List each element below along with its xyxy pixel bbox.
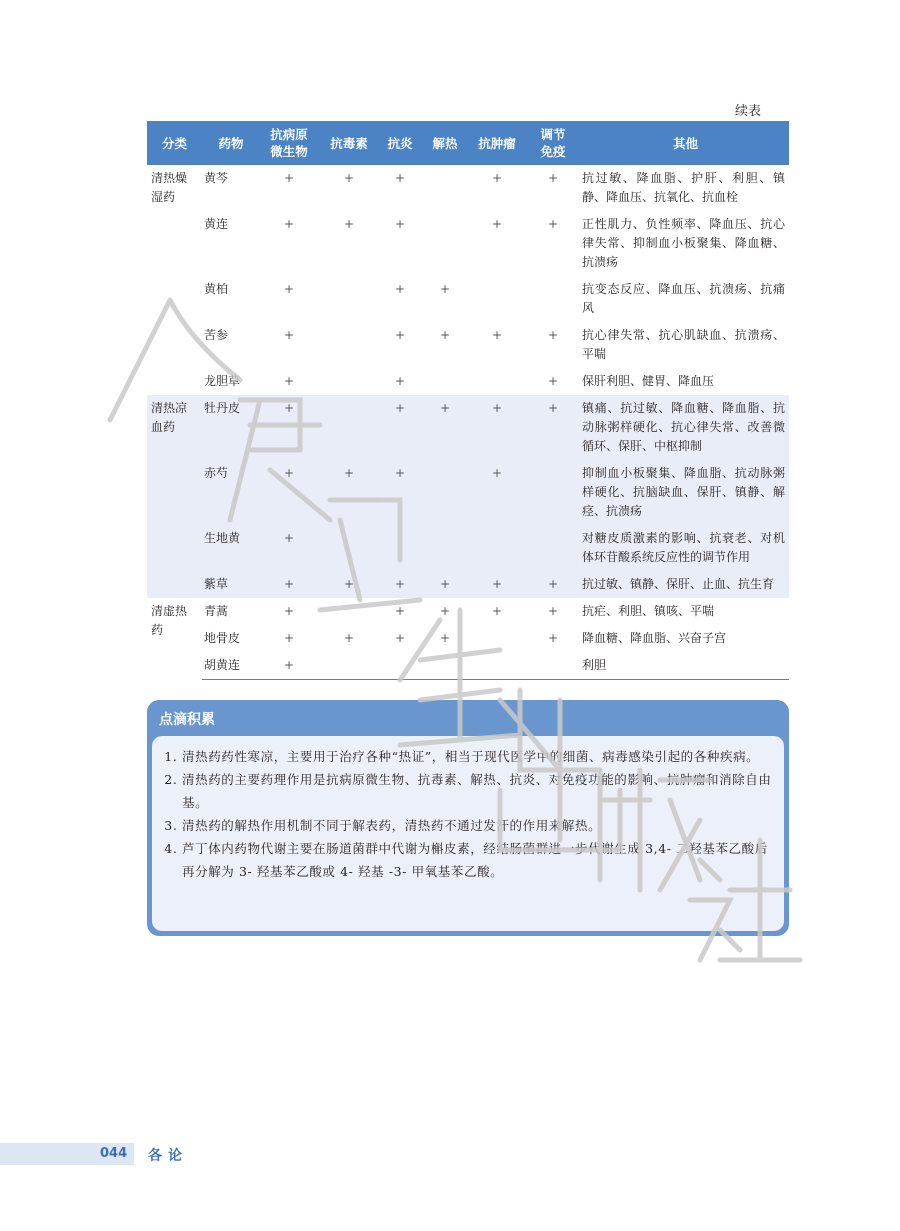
page-number: 044: [100, 1146, 128, 1161]
notes-title: 点滴积累: [159, 712, 215, 728]
header-antimicrobial: 抗病原微生物: [260, 121, 318, 165]
mark-antitoxin: [318, 395, 380, 460]
header-antipyretic: 解热: [420, 121, 470, 165]
header-antitumor: 抗肿瘤: [470, 121, 524, 165]
mark-antitumor: [470, 368, 524, 395]
mark-antipyretic: +: [439, 328, 451, 342]
mark-immune: +: [547, 401, 559, 415]
mark-antitumor: +: [491, 171, 503, 185]
other-effects-cell: 利胆: [582, 652, 789, 680]
mark-immune: +: [547, 577, 559, 591]
other-effects-cell: 降血糖、降血脂、兴奋子宫: [582, 631, 727, 645]
mark-antipyretic: [420, 211, 470, 276]
table-row: [147, 460, 789, 525]
mark-antitumor: +: [491, 328, 503, 342]
drug-cell: 生地黄: [204, 531, 241, 545]
mark-antipyretic: +: [439, 401, 451, 415]
drug-cell: 牡丹皮: [204, 401, 241, 415]
table-row: [147, 322, 789, 368]
mark-antitoxin: [318, 368, 380, 395]
mark-antipyretic: [420, 652, 470, 680]
mark-antitumor: +: [491, 401, 503, 415]
table-row: [147, 395, 789, 460]
mark-immune: [524, 460, 582, 525]
mark-antipyretic: [420, 368, 470, 395]
other-effects-cell: 抑制血小板聚集、降血脂、抗动脉粥样硬化、抗脑缺血、保肝、镇静、解痉、抗溃疡: [582, 466, 785, 518]
mark-antitoxin: +: [343, 466, 355, 480]
other-effects-cell: 抗过敏、降血脂、护肝、利胆、镇静、降血压、抗氧化、抗血栓: [582, 171, 785, 204]
drug-cell: 黄柏: [204, 282, 229, 296]
table-row: [147, 165, 789, 211]
notes-box: [147, 700, 789, 936]
other-effects-cell: 对糖皮质激素的影响、抗衰老、对机体环苷酸系统反应性的调节作用: [582, 531, 785, 564]
mark-antitumor: +: [491, 577, 503, 591]
notes-body: [152, 736, 784, 931]
mark-antitumor: +: [491, 604, 503, 618]
table-row: [147, 276, 789, 322]
mark-antiinflammatory: +: [394, 217, 406, 231]
header-immune: 调节免疫: [524, 121, 582, 165]
drug-cell: 紫草: [204, 577, 229, 591]
mark-antimicrobial: +: [283, 604, 295, 618]
other-effects-cell: 镇痛、抗过敏、降血糖、降血脂、抗动脉粥样硬化、抗心律失常、改善微循环、保肝、中枢抑制: [582, 401, 785, 453]
continued-label: 续表: [735, 104, 762, 119]
mark-antimicrobial: +: [283, 282, 295, 296]
mark-antitumor: [470, 276, 524, 322]
mark-antiinflammatory: [380, 652, 420, 680]
mark-antimicrobial: +: [283, 466, 295, 480]
mark-antiinflammatory: +: [394, 577, 406, 591]
notes-list: [152, 736, 784, 883]
other-effects-cell: 保肝利胆、健胃、降血压: [582, 374, 715, 388]
note-item: 1. 清热药药性寒凉，主要用于治疗各种“热证”，相当于现代医学中的细菌、病毒感染引起的各种疾病。: [182, 745, 772, 768]
mark-antiinflammatory: +: [394, 171, 406, 185]
other-effects-cell: 抗变态反应、降血压、抗溃疡、抗痛风: [582, 282, 785, 315]
mark-antiinflammatory: +: [394, 328, 406, 342]
group-blood-cooling: [147, 395, 789, 598]
mark-immune: [524, 276, 582, 322]
table-row: [147, 211, 789, 276]
table-row: [147, 525, 789, 571]
table-row: [147, 571, 789, 598]
mark-antimicrobial: +: [283, 328, 295, 342]
mark-immune: +: [547, 171, 559, 185]
mark-antitoxin: +: [343, 171, 355, 185]
other-effects-cell: 抗心律失常、抗心肌缺血、抗溃疡、平喘: [582, 328, 785, 361]
note-item: 2. 清热药的主要药理作用是抗病原微生物、抗毒素、解热、抗炎、对免疫功能的影响、抗肿瘤和消除自由基。: [182, 768, 772, 814]
section-name: 各论: [148, 1148, 188, 1164]
mark-antiinflammatory: +: [394, 282, 406, 296]
mark-antitoxin: +: [343, 631, 355, 645]
mark-antipyretic: +: [439, 577, 451, 591]
mark-antimicrobial: +: [283, 401, 295, 415]
other-effects-cell: 抗疟、利胆、镇咳、平喘: [582, 604, 715, 618]
mark-antitumor: [470, 525, 524, 571]
drug-cell: 胡黄连: [202, 652, 260, 680]
mark-immune: +: [547, 374, 559, 388]
mark-antitumor: +: [491, 466, 503, 480]
mark-antitumor: [470, 625, 524, 652]
mark-immune: +: [547, 631, 559, 645]
mark-immune: +: [547, 217, 559, 231]
drug-cell: 苦参: [204, 328, 229, 342]
category-cell: 清热凉血药: [151, 401, 188, 434]
header-other: 其他: [582, 121, 789, 165]
mark-antipyretic: [420, 525, 470, 571]
mark-antimicrobial: +: [283, 171, 295, 185]
mark-antiinflammatory: +: [394, 374, 406, 388]
mark-antimicrobial: +: [283, 631, 295, 645]
mark-antimicrobial: +: [283, 577, 295, 591]
mark-antiinflammatory: +: [394, 466, 406, 480]
mark-antitoxin: [318, 652, 380, 680]
drug-cell: 赤芍: [204, 466, 229, 480]
table-row: [147, 625, 789, 652]
mark-antimicrobial: +: [283, 531, 295, 545]
mark-antipyretic: [420, 460, 470, 525]
drug-cell: 青蒿: [204, 604, 229, 618]
table-header-row: [147, 121, 789, 165]
header-antiinflammatory: 抗炎: [380, 121, 420, 165]
header-category: 分类: [147, 121, 202, 165]
group-dampness: [147, 165, 789, 395]
category-cell: 清虚热药: [151, 604, 188, 637]
note-item: 4. 芦丁体内药物代谢主要在肠道菌群中代谢为槲皮素，经结肠菌群进一步代谢生成 3,4- 二羟基苯乙酸后再分解为 3- 羟基苯乙酸或 4- 羟基 -3- 甲氧基苯乙酸。: [182, 837, 772, 883]
pharmacology-table: [147, 121, 789, 680]
category-cell: 清热燥湿药: [151, 171, 188, 204]
other-effects-cell: 抗过敏、镇静、保肝、止血、抗生育: [582, 577, 775, 591]
mark-antimicrobial: +: [283, 217, 295, 231]
group-deficiency-heat: [147, 598, 789, 680]
mark-antitoxin: +: [343, 577, 355, 591]
other-effects-cell: 正性肌力、负性频率、降血压、抗心律失常、抑制血小板聚集、降血糖、抗溃疡: [582, 217, 785, 269]
mark-antiinflammatory: +: [394, 604, 406, 618]
mark-immune: +: [547, 604, 559, 618]
mark-antiinflammatory: +: [394, 631, 406, 645]
mark-antipyretic: [420, 165, 470, 211]
mark-immune: [524, 652, 582, 680]
note-item: 3. 清热药的解热作用机制不同于解表药，清热药不通过发汗的作用来解热。: [182, 814, 772, 837]
mark-antitoxin: [318, 322, 380, 368]
header-drug: 药物: [202, 121, 260, 165]
mark-antiinflammatory: +: [394, 401, 406, 415]
mark-antimicrobial: +: [260, 652, 318, 680]
mark-antitumor: [470, 652, 524, 680]
mark-immune: [524, 525, 582, 571]
mark-antitoxin: [318, 276, 380, 322]
mark-antiinflammatory: [380, 525, 420, 571]
drug-cell: 黄连: [204, 217, 229, 231]
mark-antimicrobial: +: [283, 374, 295, 388]
header-antitoxin: 抗毒素: [318, 121, 380, 165]
mark-antipyretic: +: [439, 282, 451, 296]
table-row: [147, 652, 789, 680]
mark-antipyretic: +: [439, 631, 451, 645]
mark-immune: +: [547, 328, 559, 342]
drug-cell: 地骨皮: [204, 631, 241, 645]
mark-antipyretic: +: [439, 604, 451, 618]
drug-cell: 黄芩: [204, 171, 229, 185]
table-row: [147, 598, 789, 625]
mark-antitoxin: +: [343, 217, 355, 231]
mark-antitumor: +: [491, 217, 503, 231]
mark-antitoxin: [318, 598, 380, 625]
table-row: [147, 368, 789, 395]
mark-antitoxin: [318, 525, 380, 571]
drug-cell: 龙胆草: [204, 374, 241, 388]
